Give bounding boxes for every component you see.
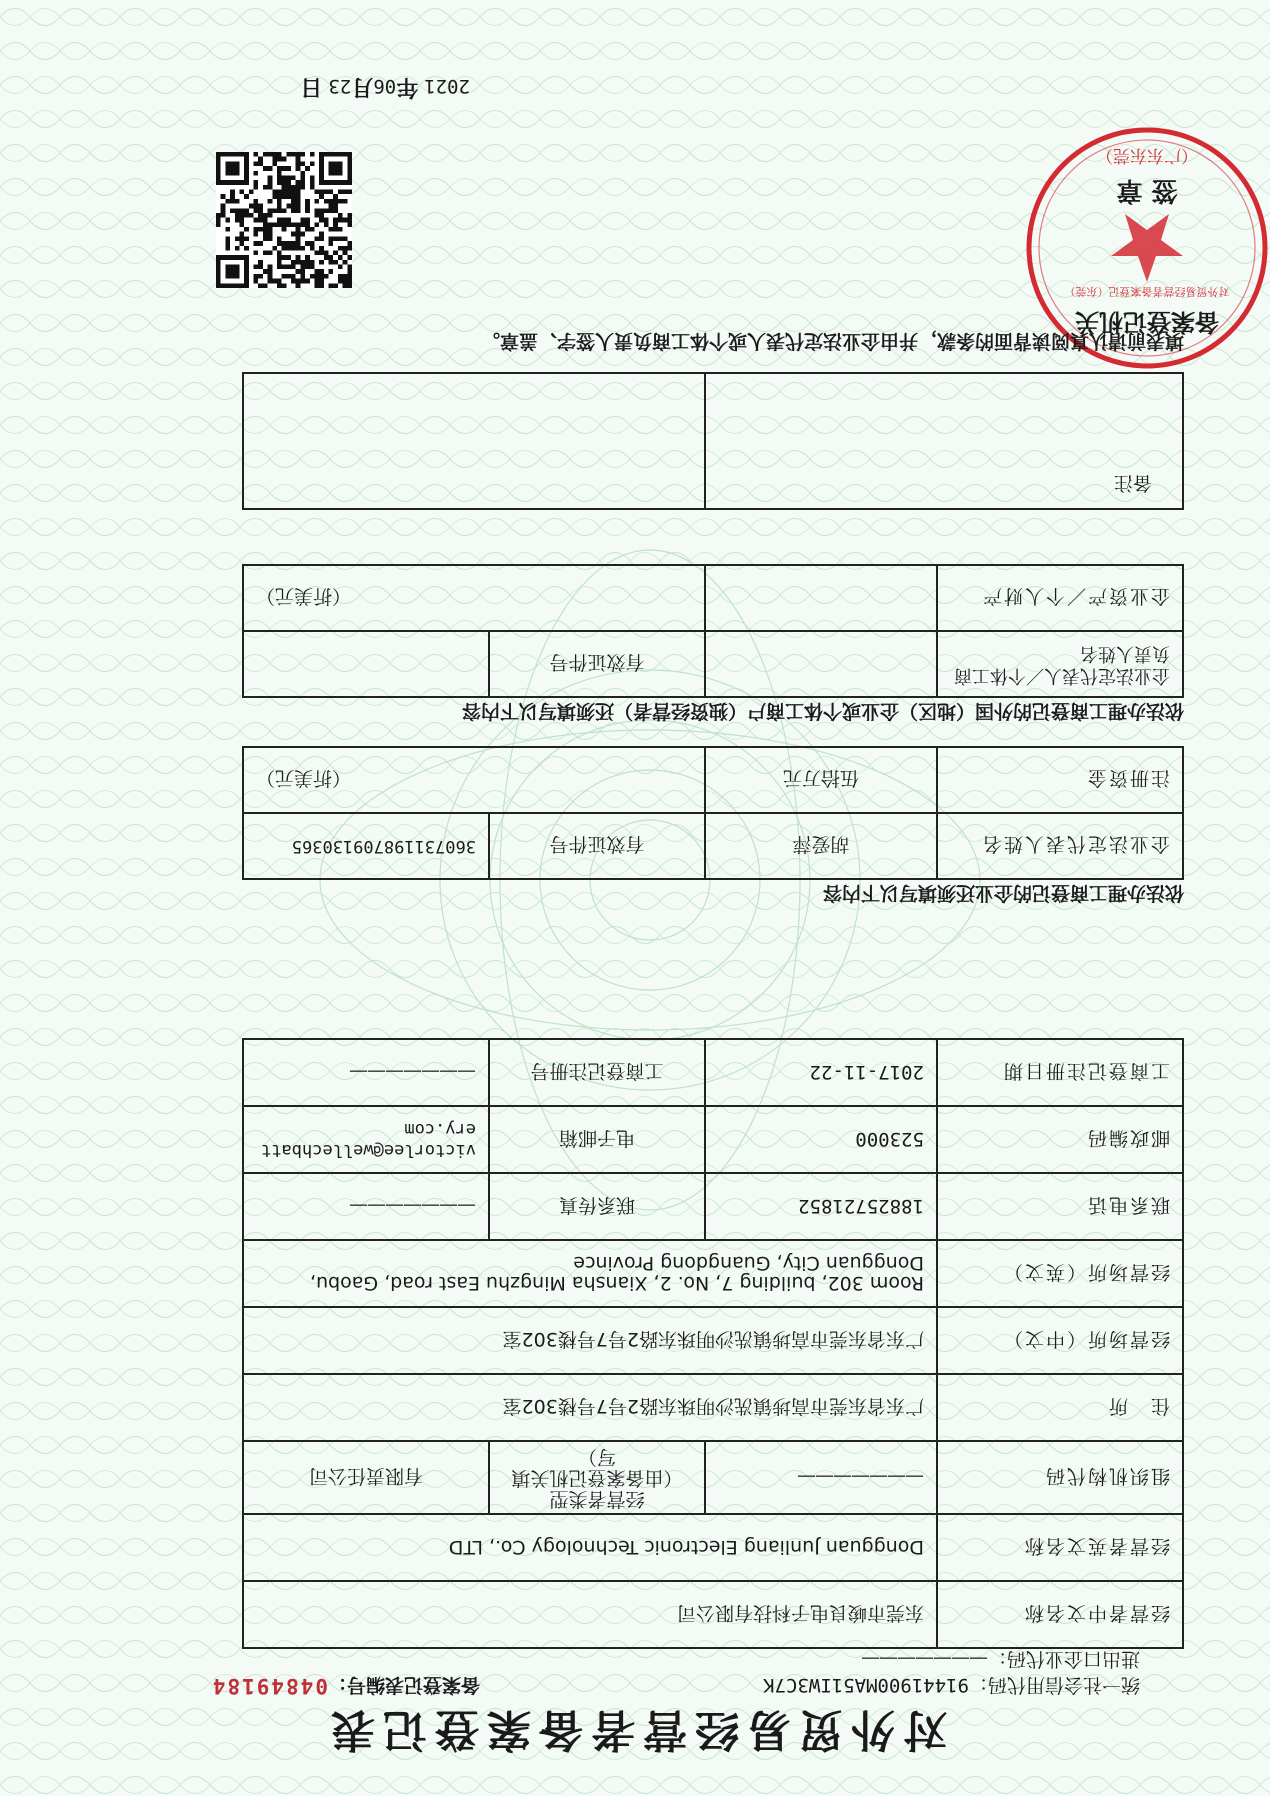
value-reg-capital-usd: （折美元）: [243, 747, 705, 813]
label-legal-rep: 企业法定代表人姓名: [937, 813, 1183, 879]
record-no-value: 04849184: [210, 1674, 328, 1698]
record-no-line: [211, 1673, 480, 1700]
value-operator-type: 有限责任公司: [243, 1441, 489, 1514]
date-day-label: 日: [300, 74, 323, 99]
section-foreign-enterprise: [242, 564, 1184, 698]
label-postcode: 邮政编码: [937, 1106, 1183, 1173]
label-remarks: 备注: [705, 373, 1183, 509]
section-remarks: [242, 372, 1184, 510]
operator-type-title: 经营者类型: [549, 1488, 645, 1510]
value-assets: [705, 565, 937, 631]
label-reg-date: 工商登记注册日期: [937, 1039, 1183, 1106]
label-premises-en: 经营场所（英文）: [937, 1240, 1183, 1307]
section-enterprise: [242, 746, 1184, 880]
label-reg-no: 工商登记注册号: [489, 1039, 705, 1106]
footer-note: 填表前请认真阅读背面的条款，并由企业法定代表人或个体工商负责人签字、盖章。: [480, 330, 1184, 352]
form-title: 对外贸易经营者备案登记表: [323, 1704, 947, 1755]
date-month-label: 月: [351, 74, 374, 99]
label-phone: 联系电话: [937, 1173, 1183, 1240]
value-responsible-id: [243, 631, 489, 697]
import-export-code-line: [862, 1647, 1140, 1674]
value-reg-capital: 伍拾万元: [705, 747, 937, 813]
row-reg-date: [243, 1039, 1183, 1106]
value-cn-name: 东莞市峻良电子科技有限公司: [243, 1581, 937, 1648]
row-premises-cn: [243, 1307, 1183, 1374]
date-year: 2021: [424, 75, 470, 97]
section2-heading: 依法办理工商登记的企业还须填写以下内容: [822, 882, 1184, 904]
value-reg-date: 2017-11-22: [705, 1039, 937, 1106]
section-basic-info: [242, 1038, 1184, 1649]
label-en-name: 经营者英文名称: [937, 1514, 1183, 1581]
row-cn-name: [243, 1581, 1183, 1648]
import-export-code-label: 进出口企业代码：: [987, 1648, 1140, 1670]
value-remarks: [243, 373, 705, 509]
label-operator-type: [489, 1441, 705, 1514]
row-responsible-person: [243, 631, 1183, 697]
value-legal-rep-id: 360731198709130365: [243, 813, 489, 879]
value-responsible-person: [705, 631, 937, 697]
label-reg-capital: 注册资金: [937, 747, 1183, 813]
seal-org-ring: 对外贸易经营者备案登记（东莞）: [1064, 285, 1230, 298]
value-email: victorlee@wellechbattery.com: [243, 1106, 489, 1173]
registration-date: [300, 73, 470, 104]
value-premises-cn: 广东省东莞市高埗镇冼沙明珠东路2号7号楼302室: [243, 1307, 937, 1374]
operator-type-note: （由备案登记机关填写）: [511, 1446, 683, 1489]
label-assets: 企业资产／个人财产: [937, 565, 1183, 631]
value-premises-en: Room 302, building 7, No. 2, Xiansha Mingzhu East road, Gaobu, Dongguan City, Guangdong Province: [243, 1240, 937, 1307]
seal-chop: 签 章: [1116, 175, 1178, 205]
value-postcode: 523000: [705, 1106, 937, 1173]
date-month: 06: [373, 75, 397, 97]
row-remarks: [243, 373, 1183, 509]
value-fax: ———————: [243, 1173, 489, 1240]
row-domicile: [243, 1374, 1183, 1441]
value-domicile: 广东省东莞市高埗镇冼沙明珠东路2号7号楼302室: [243, 1374, 937, 1441]
seal-title: 备案登记机关: [1075, 308, 1219, 336]
credit-code-label: 统一社会信用代码：: [968, 1674, 1140, 1696]
label-legal-rep-id: 有效证件号: [489, 813, 705, 879]
row-premises-en: [243, 1240, 1183, 1307]
value-assets-usd: （折美元）: [243, 565, 705, 631]
row-postcode: [243, 1106, 1183, 1173]
credit-code-line: [763, 1673, 1140, 1700]
label-premises-cn: 经营场所（中文）: [937, 1307, 1183, 1374]
row-org-code: [243, 1441, 1183, 1514]
date-year-label: 年: [396, 74, 419, 99]
value-legal-rep: 胡爱萍: [705, 813, 937, 879]
value-phone: 18825721852: [705, 1173, 937, 1240]
seal-city: （广东东莞）: [1096, 145, 1198, 165]
date-day: 23: [328, 75, 352, 97]
row-phone: [243, 1173, 1183, 1240]
record-no-label: 备案登记表编号：: [327, 1674, 480, 1696]
section3-heading: 依法办理工商登记的外国（地区）企业或个体工商户（独资经营者）还须填写以下内容: [461, 700, 1184, 722]
value-org-code: ———————: [705, 1441, 937, 1514]
row-en-name: [243, 1514, 1183, 1581]
row-assets: [243, 565, 1183, 631]
label-responsible-id: 有效证件号: [489, 631, 705, 697]
label-cn-name: 经营者中文名称: [937, 1581, 1183, 1648]
label-email: 电子邮箱: [489, 1106, 705, 1173]
import-export-code-value: ———————: [861, 1648, 988, 1670]
row-reg-capital: [243, 747, 1183, 813]
label-responsible-person: 企业法定代表人／个体工商负责人姓名: [937, 631, 1183, 697]
label-fax: 联系传真: [489, 1173, 705, 1240]
value-reg-no: ———————: [243, 1039, 489, 1106]
label-org-code: 组织机构代码: [937, 1441, 1183, 1514]
row-legal-rep: [243, 813, 1183, 879]
credit-code-value: 91441900MA51IW3C7K: [763, 1674, 969, 1696]
value-en-name: Dongguan Junliang Electronic Technology Co., LTD: [243, 1514, 937, 1581]
label-domicile: 住 所: [937, 1374, 1183, 1441]
